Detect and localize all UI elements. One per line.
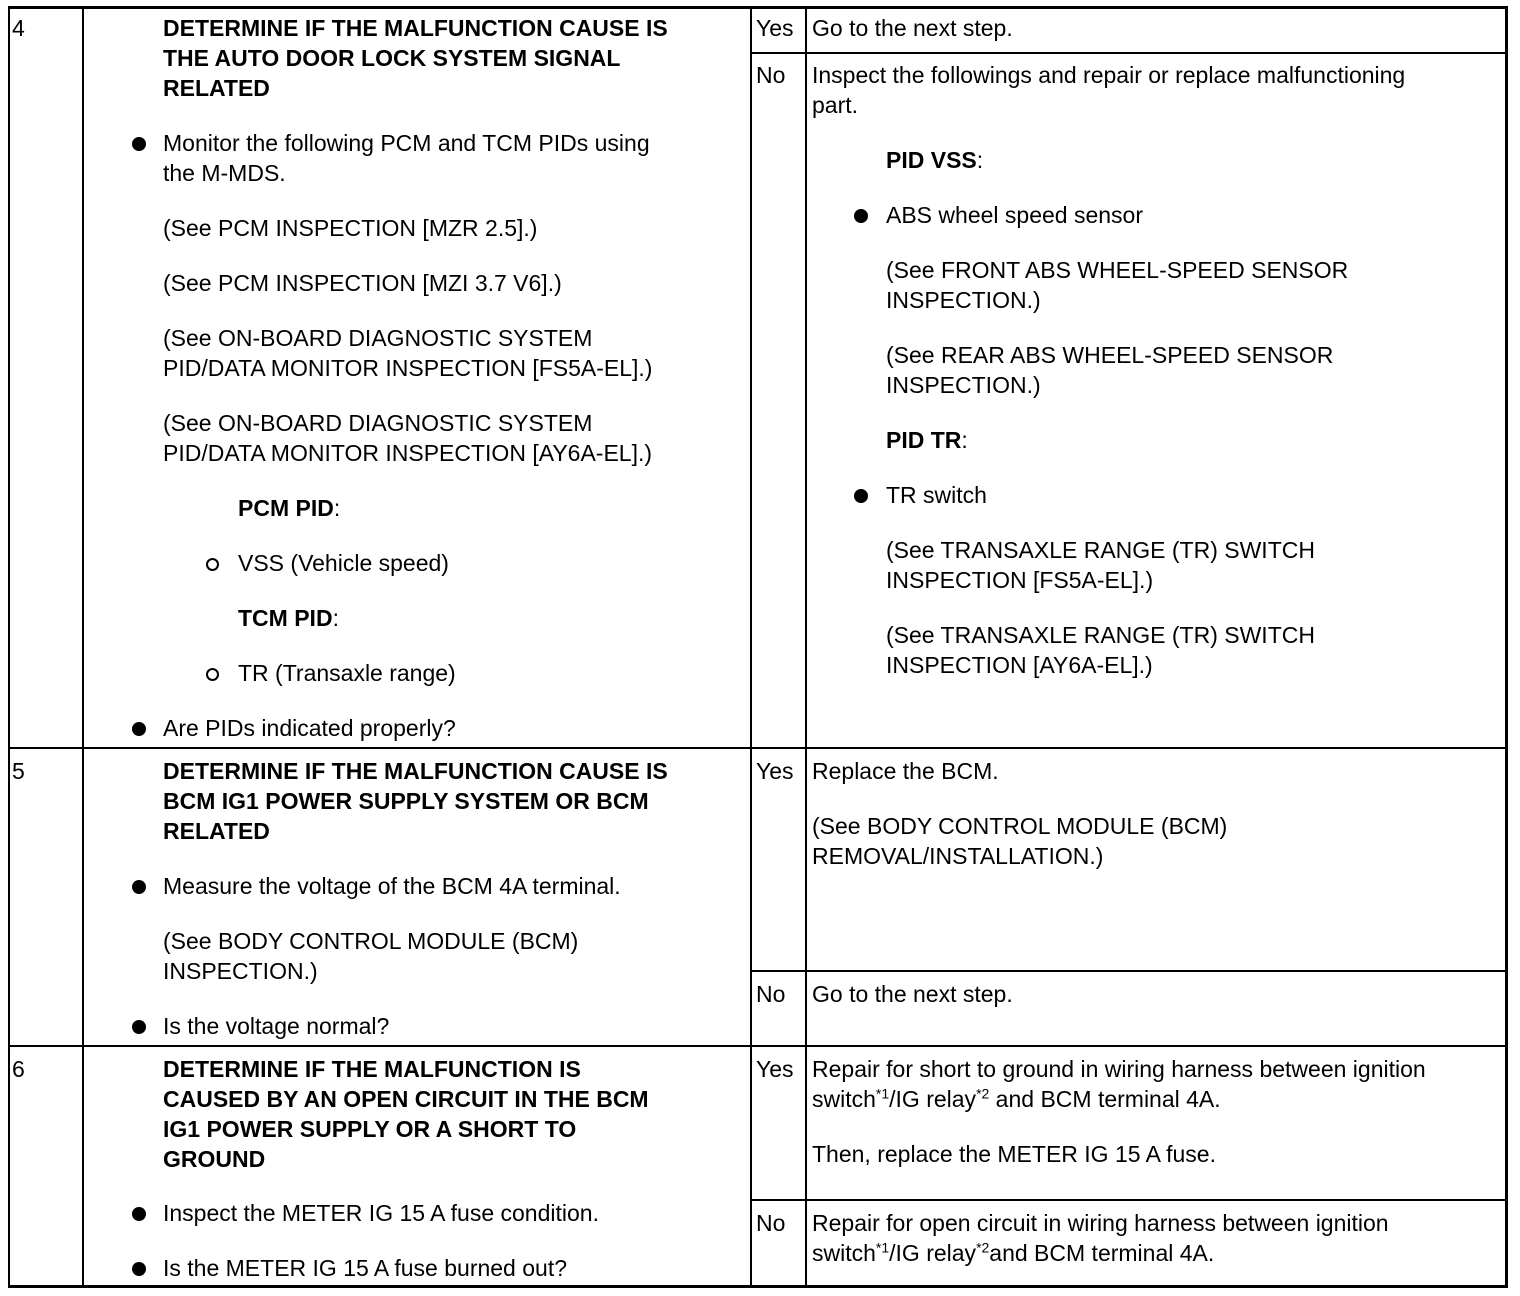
question-text: Is the voltage normal? [163,1013,390,1039]
step-number: 5 [12,758,25,784]
no-action: Inspect the followings and repair or replace malfunctioning [812,62,1406,88]
bullet-icon [132,137,146,151]
pid-heading: PCM PID: [238,495,341,521]
step-title-line: DETERMINE IF THE MALFUNCTION CAUSE IS [163,15,668,41]
bullet-icon [132,722,146,736]
pid-item: TR (Transaxle range) [238,660,456,686]
pid-heading: PID VSS: [886,147,984,173]
yes-label: Yes [756,758,794,784]
question-text: Is the METER IG 15 A fuse burned out? [163,1255,568,1281]
bullet-icon [132,1262,146,1276]
reference-link[interactable]: (See TRANSAXLE RANGE (TR) SWITCH [886,537,1315,563]
step-title-line: IG1 POWER SUPPLY OR A SHORT TO [163,1116,577,1142]
step-title-line: DETERMINE IF THE MALFUNCTION IS [163,1056,581,1082]
no-label: No [756,981,786,1007]
pid-heading: PID TR: [886,427,968,453]
yes-label: Yes [756,15,794,41]
instruction-text: Measure the voltage of the BCM 4A terminal. [163,873,621,899]
sub-bullet-icon [206,558,219,571]
reference-link[interactable]: INSPECTION.) [163,958,318,984]
reference-link[interactable]: (See ON-BOARD DIAGNOSTIC SYSTEM [163,410,593,436]
pid-heading: TCM PID: [238,605,339,631]
no-action: Go to the next step. [812,981,1013,1007]
yes-action: Go to the next step. [812,15,1013,41]
step-title-line: CAUSED BY AN OPEN CIRCUIT IN THE BCM [163,1086,649,1112]
step-title-line: BCM IG1 POWER SUPPLY SYSTEM OR BCM [163,788,649,814]
reference-link[interactable]: (See BODY CONTROL MODULE (BCM) [163,928,579,954]
step-title-line: THE AUTO DOOR LOCK SYSTEM SIGNAL [163,45,621,71]
step-title-line: GROUND [163,1146,266,1172]
yes-label: Yes [756,1056,794,1082]
reference-link[interactable]: INSPECTION.) [886,287,1041,313]
step-title-line: RELATED [163,818,270,844]
reference-link[interactable]: (See TRANSAXLE RANGE (TR) SWITCH [886,622,1315,648]
pid-item: VSS (Vehicle speed) [238,550,449,576]
sub-bullet-icon [206,668,219,681]
no-label: No [756,1210,786,1236]
yes-action: Repair for short to ground in wiring harness between ignition [812,1056,1426,1082]
no-action: Repair for open circuit in wiring harness between ignition [812,1210,1389,1236]
yes-action: Replace the BCM. [812,758,999,784]
reference-link[interactable]: (See PCM INSPECTION [MZR 2.5].) [163,215,538,241]
reference-link[interactable]: PID/DATA MONITOR INSPECTION [FS5A-EL].) [163,355,653,381]
step-title-line: DETERMINE IF THE MALFUNCTION CAUSE IS [163,758,668,784]
inspect-item: ABS wheel speed sensor [886,202,1143,228]
reference-link[interactable]: (See FRONT ABS WHEEL-SPEED SENSOR [886,257,1349,283]
inspect-item: TR switch [886,482,987,508]
step-title-line: RELATED [163,75,270,101]
step-number: 4 [12,15,25,41]
question-text: Are PIDs indicated properly? [163,715,456,741]
reference-link[interactable]: (See REAR ABS WHEEL-SPEED SENSOR [886,342,1334,368]
reference-link[interactable]: (See ON-BOARD DIAGNOSTIC SYSTEM [163,325,593,351]
reference-link[interactable]: PID/DATA MONITOR INSPECTION [AY6A-EL].) [163,440,653,466]
bullet-icon [854,209,868,223]
reference-link[interactable]: INSPECTION [AY6A-EL].) [886,652,1153,678]
no-action: part. [812,92,859,118]
yes-action: Then, replace the METER IG 15 A fuse. [812,1141,1216,1167]
bullet-icon [132,1020,146,1034]
no-action: switch$^{*1}$/IG relay$^{*2}$and BCM terminal 4A. [812,1239,1215,1266]
instruction-text: the M-MDS. [163,160,286,186]
reference-link[interactable]: INSPECTION.) [886,372,1041,398]
instruction-text: Inspect the METER IG 15 A fuse condition. [163,1200,599,1226]
no-label: No [756,62,786,88]
bullet-icon [854,489,868,503]
reference-link[interactable]: (See PCM INSPECTION [MZI 3.7 V6].) [163,270,562,296]
reference-link[interactable]: REMOVAL/INSTALLATION.) [812,843,1104,869]
reference-link[interactable]: (See BODY CONTROL MODULE (BCM) [812,813,1228,839]
bullet-icon [132,880,146,894]
step-number: 6 [12,1056,25,1082]
yes-action: switch$^{*1}$/IG relay$^{*2}$ and BCM terminal 4A. [812,1085,1221,1112]
reference-link[interactable]: INSPECTION [FS5A-EL].) [886,567,1154,593]
bullet-icon [132,1207,146,1221]
instruction-text: Monitor the following PCM and TCM PIDs using [163,130,650,156]
